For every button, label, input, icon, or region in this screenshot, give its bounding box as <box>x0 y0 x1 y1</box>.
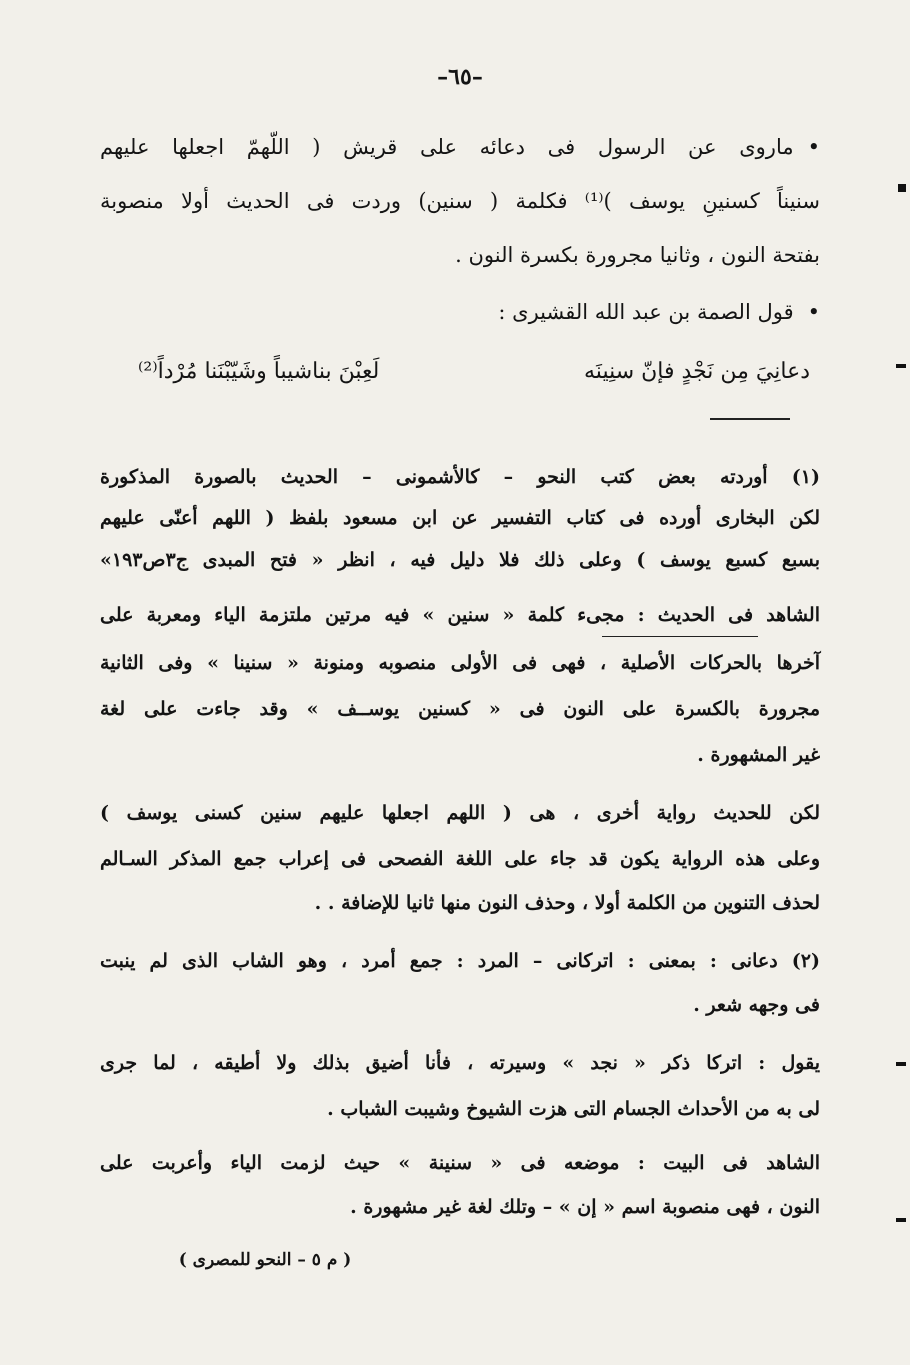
body-line-1: • ماروى عن الرسول فى دعائه على قريش ( اللّهمّ اجعلها عليهم <box>100 132 820 162</box>
footnote-line-8: لكن للحديث رواية أخرى ، هى ( اللهم اجعلها عليهم سنين كسنى يوسف ) <box>100 802 820 824</box>
footnote-line-6: مجرورة بالكسرة على النون فى « كسنين يوســف » وقد جاءت على لغة <box>100 698 820 720</box>
footnote-line-11: (٢) دعانى : بمعنى : اتركانى – المرد : جمع أمرد ، وهو الشاب الذى لم ينبت <box>100 950 820 972</box>
footnote-line-2: لكن البخارى أورده فى كتاب التفسير عن ابن مسعود بلفظ ( اللهم أعنّى عليهم <box>100 507 820 529</box>
margin-mark-3 <box>896 1062 906 1066</box>
page-number: –٦٥– <box>437 64 483 90</box>
body-line-2: سنيناً كسنينِ يوسف )⁽¹⁾ فكلمة ( سنين) وردت فى الحديث أولا منصوبة <box>100 189 820 213</box>
footnote-line-12: فى وجهه شعر . <box>693 994 820 1016</box>
footnote-separator-rule <box>710 418 790 420</box>
verse-second-hemistich: لَعِبْنَ بناشيباً وشَيّبْنَنا مُرْداً⁽²⁾ <box>138 359 380 384</box>
footnote-line-3: بسبع كسبع يوسف ) وعلى ذلك فلا دليل فيه ، انظر « فتح المبدى ج٣ص١٩٣» <box>100 549 820 571</box>
underline-rule <box>602 636 758 637</box>
footnote-line-7: غير المشهورة . <box>697 744 820 766</box>
footnote-line-4: الشاهد فى الحديث : مجىء كلمة « سنين » فيه مرتين ملتزمة الياء ومعربة على <box>100 604 820 626</box>
footnote-line-9: وعلى هذه الرواية يكون قد جاء على اللغة الفصحى فى إعراب جمع المذكر السـالم <box>100 848 820 870</box>
body-line-4: • قول الصمة بن عبد الله القشيرى : <box>100 297 820 327</box>
footnote-line-10: لحذف التنوين من الكلمة أولا ، وحذف النون منها ثانيا للإضافة . . <box>314 892 820 914</box>
poetry-verse <box>138 352 810 392</box>
footnote-line-13: يقول : اتركا ذكر « نجد » وسيرته ، فأنا أضيق بذلك ولا أطيقه ، لما جرى <box>100 1052 820 1074</box>
footnote-line-5: آخرها بالحركات الأصلية ، فهى فى الأولى منصوبه ومنونة « سنينا » وفى الثانية <box>100 652 820 674</box>
footnote-line-1: (١) أوردته بعض كتب النحو – كالأشمونى – الحديث بالصورة المذكورة <box>100 466 820 488</box>
footnote-line-14: لى به من الأحداث الجسام التى هزت الشيوخ وشيبت الشباب . <box>327 1098 820 1120</box>
margin-mark-1 <box>898 184 906 192</box>
footnote-line-15: الشاهد فى البيت : موضعه فى « سنينة » حيث لزمت الياء وأعربت على <box>100 1152 820 1174</box>
footnote-line-16: النون ، فهى منصوبة اسم « إن » – وتلك لغة غير مشهورة . <box>350 1196 820 1218</box>
verse-first-hemistich: دعانِيَ مِن نَجْدٍ فإنّ سنِينَه <box>584 359 810 384</box>
page-footer-signature: ( م ٥ – النحو للمصرى ) <box>178 1250 352 1270</box>
margin-mark-2 <box>896 364 906 368</box>
margin-mark-4 <box>896 1218 906 1222</box>
body-line-3: بفتحة النون ، وثانيا مجرورة بكسرة النون . <box>455 243 820 267</box>
